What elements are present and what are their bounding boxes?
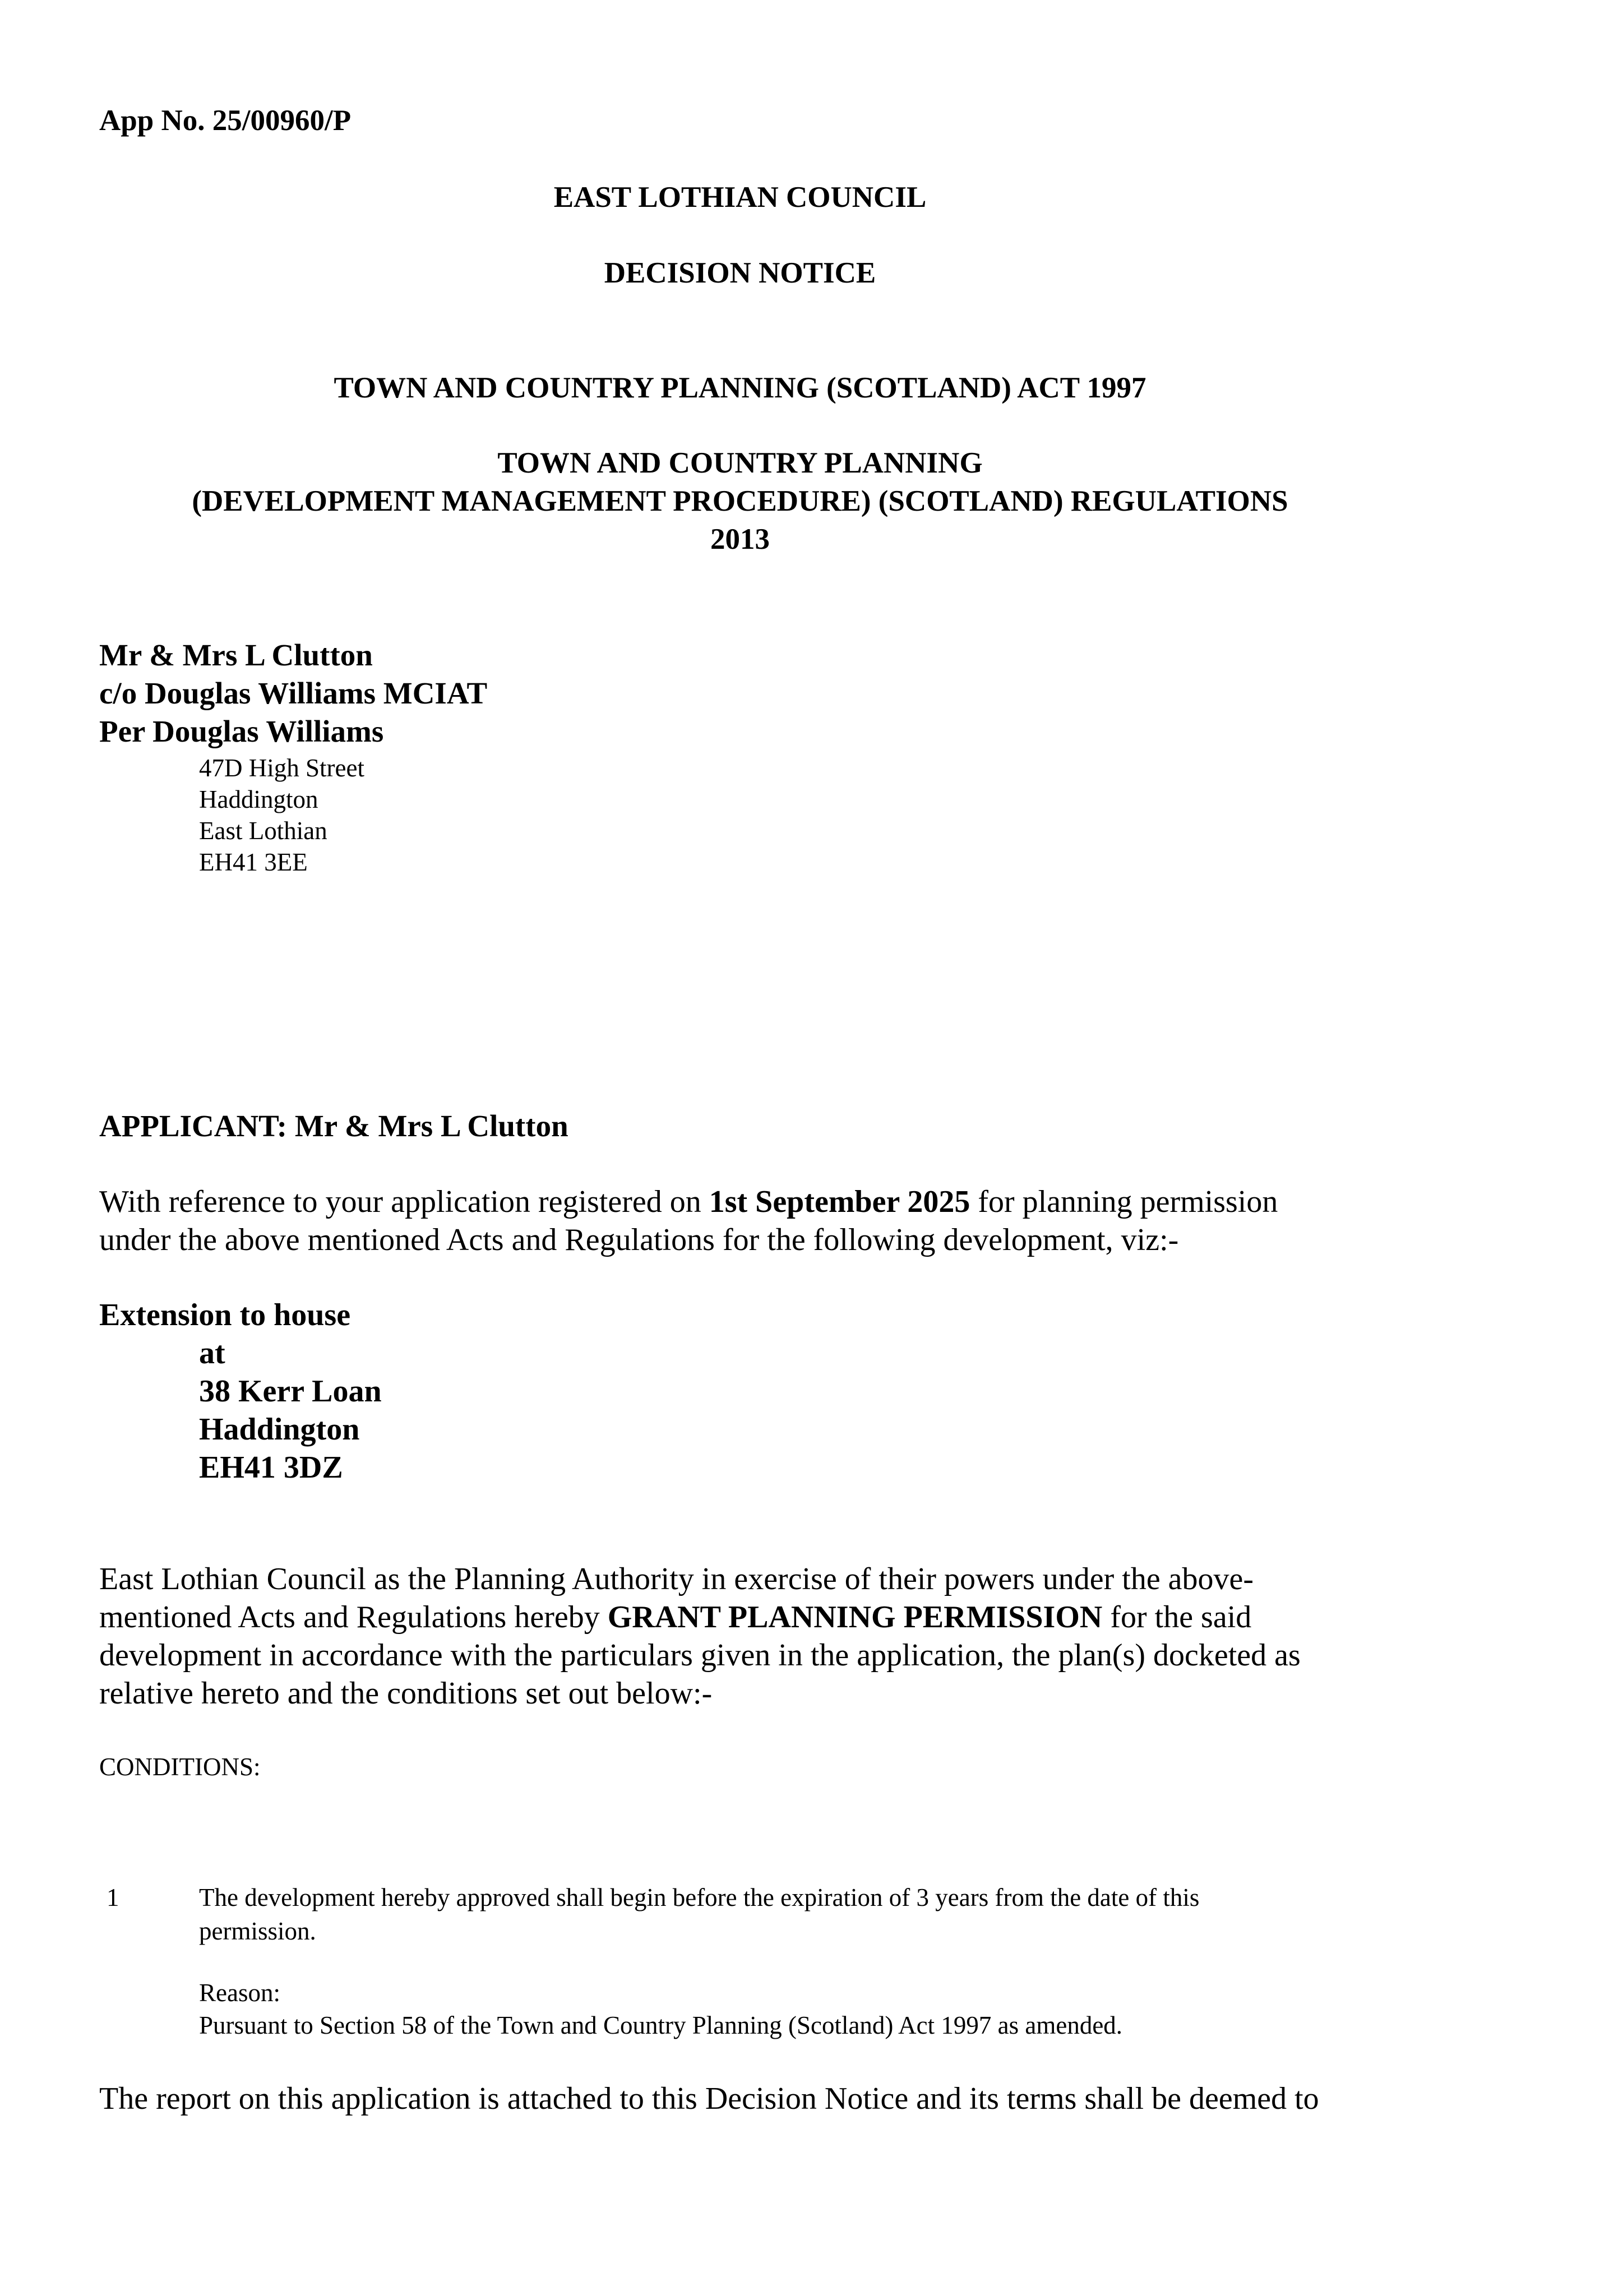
regulations-title-line2: (DEVELOPMENT MANAGEMENT PROCEDURE) (SCOTLAND) REGULATIONS [192, 485, 1288, 517]
regulations-title-line3: 2013 [710, 523, 770, 556]
reference-line2: under the above mentioned Acts and Regulations for the following development, viz:- [99, 1223, 1179, 1257]
decision-line2: mentioned Acts and Regulations hereby GRANT PLANNING PERMISSION for the said [99, 1600, 1252, 1635]
condition-number: 1 [107, 1883, 119, 1911]
regulations-title-line1: TOWN AND COUNTRY PLANNING [497, 447, 983, 479]
address-line: East Lothian [199, 817, 327, 845]
condition-text-line1: The development hereby approved shall begin before the expiration of 3 years from the date of this [199, 1883, 1200, 1911]
address-line: 47D High Street [199, 754, 364, 782]
addressee-name: Mr & Mrs L Clutton [99, 638, 373, 672]
development-address-line: 38 Kerr Loan [199, 1374, 382, 1409]
footer-text: The report on this application is attached to this Decision Notice and its terms shall be deemed to [99, 2081, 1319, 2116]
registration-date: 1st September 2025 [709, 1184, 970, 1219]
development-address-line: EH41 3DZ [199, 1450, 343, 1485]
condition-reason-label: Reason: [199, 1979, 280, 2007]
applicant-line: APPLICANT: Mr & Mrs L Clutton [99, 1109, 568, 1143]
development-address-line: Haddington [199, 1412, 360, 1447]
condition-text-line2: permission. [199, 1917, 316, 1945]
reference-line1: With reference to your application registered on 1st September 2025 for planning permission [99, 1184, 1278, 1219]
grant-statement: GRANT PLANNING PERMISSION [607, 1600, 1103, 1635]
condition-reason-text: Pursuant to Section 58 of the Town and Country Planning (Scotland) Act 1997 as amended. [199, 2011, 1123, 2039]
conditions-heading: CONDITIONS: [99, 1753, 261, 1781]
development-title: Extension to house [99, 1298, 351, 1332]
decision-line3: development in accordance with the particulars given in the application, the plan(s) docketed as [99, 1638, 1301, 1673]
decision-line1: East Lothian Council as the Planning Authority in exercise of their powers under the above- [99, 1562, 1254, 1596]
notice-title: DECISION NOTICE [604, 257, 876, 289]
address-line: Haddington [199, 785, 318, 813]
address-line: EH41 3EE [199, 848, 308, 876]
decision-line4: relative hereto and the conditions set out below:- [99, 1676, 713, 1711]
addressee-per: Per Douglas Williams [99, 714, 384, 748]
council-name: EAST LOTHIAN COUNCIL [553, 181, 927, 214]
addressee-care-of: c/o Douglas Williams MCIAT [99, 676, 488, 710]
application-number: App No. 25/00960/P [99, 104, 352, 137]
development-at: at [199, 1336, 225, 1371]
act-title: TOWN AND COUNTRY PLANNING (SCOTLAND) ACT 1997 [334, 372, 1146, 404]
